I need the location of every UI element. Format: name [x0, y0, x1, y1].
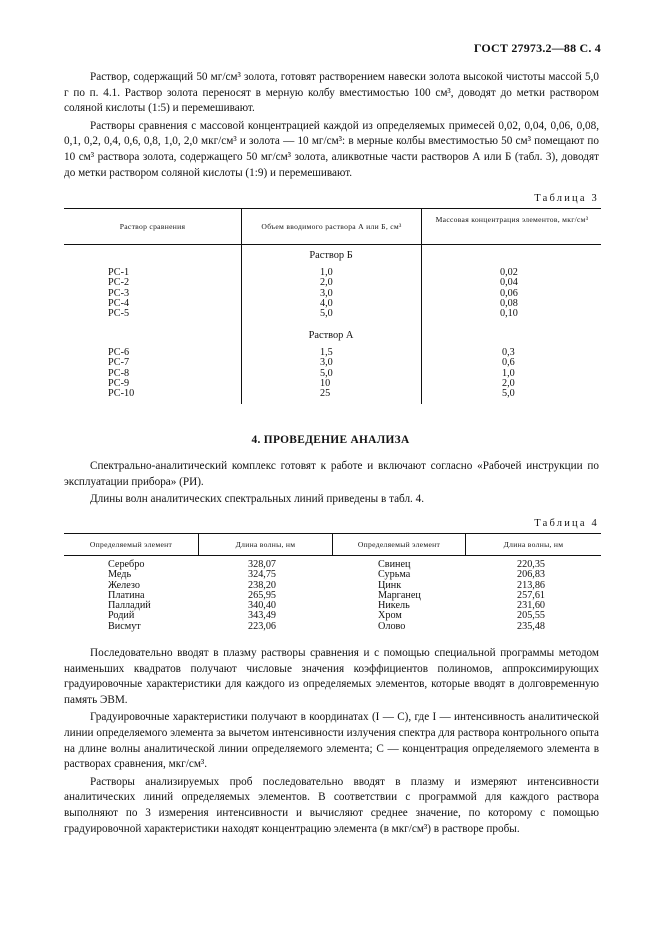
table-cell: РС-2	[108, 277, 130, 289]
table-cell: 206,83	[517, 569, 546, 581]
table-cell: Платина	[108, 589, 145, 601]
table-rule	[64, 244, 601, 245]
table-cell: Свинец	[378, 559, 411, 570]
table-cell: РС-5	[108, 308, 130, 320]
table-rule	[64, 555, 601, 556]
table4-right-elements	[378, 560, 421, 632]
table-cell: Серебро	[108, 559, 145, 570]
table-cell: Медь	[108, 569, 132, 581]
table3-group-title: Раствор А	[308, 330, 354, 341]
table-cell: Марганец	[378, 589, 421, 601]
table-cell: Никель	[378, 600, 410, 612]
paragraph: Растворы сравнения с массовой концентрацией каждой из определяемых примесей 0,02, 0,04, 0,06, 0,08, 0,1, 0,2, 0,4, 0,6, 0,8, 1,0, 2,0 мкг/см³ и золота — 10 мг/см³: в мерные колбы вместимостью 50 см³ помещают по 10 см³ раствора золота, содержащего 50 мг/см³ золота, аликвотные части растворов А или Б (табл. 3), доводят до метки раствором соляной кислоты (1:9) и перемешивают.	[64, 119, 599, 179]
table-cell: 0,6	[502, 357, 515, 369]
table-cell: 257,61	[517, 589, 546, 601]
table-cell: 5,0	[320, 367, 333, 379]
table-cell: 4,0	[320, 297, 333, 309]
table-cell: РС-1	[108, 267, 130, 278]
closing-text	[64, 646, 599, 837]
table3-names	[108, 348, 134, 399]
table-cell: Хром	[378, 610, 402, 622]
table-cell: Палладий	[108, 600, 151, 612]
table3-concentrations	[502, 348, 515, 399]
table-cell: 265,95	[248, 589, 277, 601]
table-cell: Железо	[108, 579, 140, 591]
table-cell: РС-7	[108, 357, 130, 369]
table-cell: 0,04	[500, 277, 518, 289]
table4-header: Длина волны, нм	[503, 540, 564, 549]
table4-header: Определяемый элемент	[89, 540, 173, 549]
table-cell: 328,07	[248, 559, 277, 570]
table-cell: 238,20	[248, 579, 277, 591]
table-cell: 220,35	[517, 559, 546, 570]
table4-left-wavelengths	[248, 560, 276, 632]
table-cell: 343,49	[248, 610, 277, 622]
table-cell: Олово	[378, 620, 406, 632]
table-cell: Сурьма	[378, 569, 411, 581]
table3-volumes	[320, 268, 333, 319]
table-cell: Цинк	[378, 579, 402, 591]
table-cell: 5,0	[320, 308, 333, 320]
table-cell: 235,48	[517, 620, 546, 632]
table-cell: 1,0	[502, 367, 515, 379]
table-cell: 231,60	[517, 600, 546, 612]
table-cell: РС-9	[108, 377, 130, 389]
table-cell: 3,0	[320, 287, 333, 299]
paragraph: Растворы анализируемых проб последовательно вводят в плазму и измеряют интенсивности аналитических линий определяемых элементов. В соответствии с программой для каждого раствора выполняют по 3 измерения интенсивности и вычисляют среднее значение, по которому с помощью градуировочной характеристики находят концентрацию элемента (в мкг/см³) в растворе пробы.	[64, 775, 599, 835]
table-cell: РС-4	[108, 297, 130, 309]
table3-volumes	[320, 348, 333, 399]
page-header: ГОСТ 27973.2—88 С. 4	[473, 41, 601, 55]
table3-header-concentration: Массовая концентрация элементов, мкг/см³	[435, 215, 589, 224]
table-cell: Висмут	[108, 620, 141, 632]
table-cell: 213,86	[517, 579, 546, 591]
table3-caption: Таблица 3	[534, 193, 599, 204]
paragraph: Градуировочные характеристики получают в координатах (I — C), где I — интенсивность аналитической линии определяемого элемента за вычетом интенсивности излучения спектра для раствора контрольного опыта на длине волны аналитической линии определяемого элемента; C — концентрация определяемого элемента в растворах сравнения, мкг/см³.	[64, 711, 599, 771]
table-cell: 5,0	[502, 388, 515, 400]
table-cell: 0,06	[500, 287, 518, 299]
table-rule	[64, 208, 601, 209]
table3-names	[108, 268, 129, 319]
table-cell: 2,0	[320, 277, 333, 289]
table-cell: РС-3	[108, 287, 130, 299]
table-column-rule	[241, 208, 242, 404]
table-cell: 0,10	[500, 308, 518, 320]
paragraph: Раствор, содержащий 50 мг/см³ золота, готовят растворением навески золота высокой чистоты массой 5,0 г по п. 4.1. Раствор золота переносят в мерную колбу вместимостью 100 см³, доводят до метки раствором соляной кислоты (1:5) и перемешивают.	[64, 71, 599, 115]
table-cell: 0,02	[500, 267, 518, 278]
table4-header: Длина волны, нм	[235, 540, 296, 549]
table-cell: 223,06	[248, 620, 277, 632]
paragraph: Последовательно вводят в плазму растворы сравнения и с помощью специальной программы методом наименьших квадратов получают числовые значения коэффициентов полиномов, аппроксимирующих градуировочные характеристики для каждого из определяемых элементов, которые вводят в долговременную память ЭВМ.	[64, 647, 599, 706]
section-title: 4. ПРОВЕДЕНИЕ АНАЛИЗА	[251, 434, 410, 446]
table4-header: Определяемый элемент	[357, 540, 441, 549]
table-cell: 1,0	[320, 267, 333, 278]
table-cell: РС-6	[108, 347, 130, 358]
table-cell: 0,08	[500, 297, 518, 309]
table-cell: Родий	[108, 610, 135, 622]
table-cell: 1,5	[320, 347, 333, 358]
table-cell: РС-8	[108, 367, 130, 379]
table4-left-elements	[108, 560, 151, 632]
table4-caption: Таблица 4	[534, 518, 599, 529]
table-column-rule	[421, 208, 422, 404]
table-cell: РС-10	[108, 388, 135, 400]
intro-text	[64, 70, 599, 181]
table3-header-solution: Раствор сравнения	[119, 222, 186, 231]
table-cell: 324,75	[248, 569, 277, 581]
table3-concentrations	[500, 268, 518, 319]
table-cell: 2,0	[502, 377, 515, 389]
table-cell: 205,55	[517, 610, 546, 622]
section-text	[64, 459, 599, 508]
table4-right-wavelengths	[517, 560, 545, 632]
paragraph: Длины волн аналитических спектральных линий приведены в табл. 4.	[90, 493, 425, 506]
table-cell: 0,3	[502, 347, 515, 358]
table-cell: 25	[320, 388, 331, 400]
table-cell: 340,40	[248, 600, 277, 612]
table-cell: 3,0	[320, 357, 333, 369]
table-cell: 10	[320, 377, 331, 389]
table3-header-volume: Объем вводимого раствора А или Б, см³	[261, 222, 402, 231]
table3-group-title: Раствор Б	[309, 250, 353, 261]
paragraph: Спектрально-аналитический комплекс готовят к работе и включают согласно «Рабочей инструкции по эксплуатации прибора» (РИ).	[64, 460, 599, 488]
